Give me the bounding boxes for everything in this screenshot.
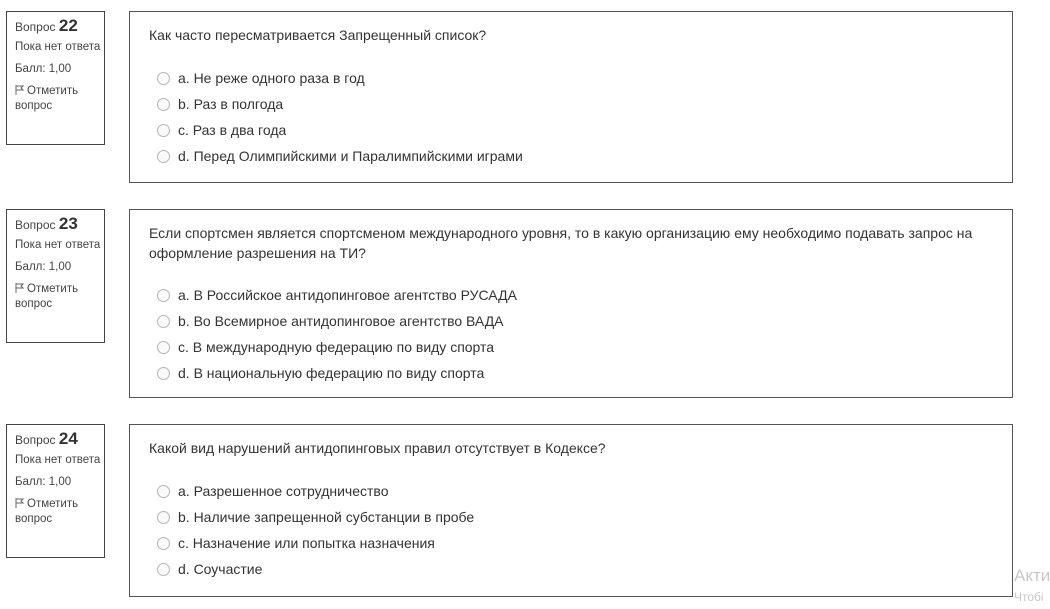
radio-button[interactable] — [157, 289, 170, 302]
answer-option[interactable] — [149, 143, 1012, 169]
question-info — [6, 424, 105, 558]
question-number — [15, 431, 104, 448]
question-number-value: 24 — [58, 429, 78, 448]
answer-label: b. Раз в полгода — [178, 96, 284, 112]
answer-label: b. Во Всемирное антидопинговое агентство ВАДА — [178, 313, 504, 329]
answer-list — [149, 282, 1012, 386]
answer-label: a. В Российское антидопинговое агентство РУСАДА — [178, 287, 517, 303]
question-text: Если спортсмен является спортсменом международного уровня, то в какую организацию ему необходимо подавать запрос на оформление разрешения на ТИ? — [149, 225, 973, 261]
answer-option[interactable] — [149, 530, 1012, 556]
grade: Балл: 1,00 — [15, 476, 72, 488]
flag-question-link[interactable] — [15, 497, 104, 527]
answer-status: Пока нет ответа — [15, 239, 101, 251]
radio-button[interactable] — [157, 315, 170, 328]
answer-option[interactable] — [149, 334, 1012, 360]
flag-icon — [15, 85, 24, 95]
answer-label: b. Наличие запрещенной субстанции в пробе — [178, 509, 475, 525]
answer-option[interactable] — [149, 282, 1012, 308]
answer-status: Пока нет ответа — [15, 454, 101, 466]
question-content — [129, 11, 1013, 183]
answer-label: d. Перед Олимпийскими и Паралимпийскими играми — [178, 148, 523, 164]
answer-list — [149, 478, 1012, 582]
answer-option[interactable] — [149, 91, 1012, 117]
radio-button[interactable] — [157, 72, 170, 85]
flag-label: Отметить вопрос — [15, 498, 79, 525]
question-info — [6, 11, 105, 145]
answer-label: a. Не реже одного раза в год — [178, 70, 365, 86]
question-label: Вопрос — [15, 218, 56, 232]
question-content — [129, 424, 1013, 597]
answer-label: a. Разрешенное сотрудничество — [178, 483, 389, 499]
radio-button[interactable] — [157, 537, 170, 550]
question-number — [15, 18, 104, 35]
question-number-value: 23 — [58, 214, 78, 233]
radio-button[interactable] — [157, 341, 170, 354]
grade: Балл: 1,00 — [15, 261, 72, 273]
radio-button[interactable] — [157, 485, 170, 498]
activation-watermark-title: Акти — [1014, 566, 1050, 585]
radio-button[interactable] — [157, 367, 170, 380]
flag-icon — [15, 498, 24, 508]
question-label: Вопрос — [15, 433, 56, 447]
radio-button[interactable] — [157, 563, 170, 576]
question-text: Как часто пересматривается Запрещенный список? — [149, 27, 487, 43]
flag-label: Отметить вопрос — [15, 283, 79, 310]
flag-label: Отметить вопрос — [15, 85, 79, 112]
radio-button[interactable] — [157, 511, 170, 524]
flag-question-link[interactable] — [15, 84, 104, 114]
answer-list — [149, 65, 1012, 169]
answer-label: c. Раз в два года — [178, 122, 287, 138]
question-number-value: 22 — [58, 16, 78, 35]
question-content — [129, 209, 1013, 398]
answer-option[interactable] — [149, 117, 1012, 143]
question-info — [6, 209, 105, 343]
answer-label: d. Соучастие — [178, 561, 263, 577]
answer-option[interactable] — [149, 308, 1012, 334]
question-label: Вопрос — [15, 20, 56, 34]
radio-button[interactable] — [157, 124, 170, 137]
answer-option[interactable] — [149, 504, 1012, 530]
grade: Балл: 1,00 — [15, 63, 72, 75]
radio-button[interactable] — [157, 150, 170, 163]
flag-icon — [15, 283, 24, 293]
answer-option[interactable] — [149, 360, 1012, 386]
answer-label: d. В национальную федерацию по виду спорта — [178, 365, 485, 381]
flag-question-link[interactable] — [15, 282, 104, 312]
activation-watermark-text: Чтобі — [1014, 590, 1044, 604]
answer-option[interactable] — [149, 478, 1012, 504]
answer-option[interactable] — [149, 556, 1012, 582]
answer-status: Пока нет ответа — [15, 41, 101, 53]
question-text: Какой вид нарушений антидопинговых правил отсутствует в Кодексе? — [149, 440, 606, 456]
answer-label: c. В международную федерацию по виду спорта — [178, 339, 495, 355]
radio-button[interactable] — [157, 98, 170, 111]
answer-option[interactable] — [149, 65, 1012, 91]
question-number — [15, 216, 104, 233]
answer-label: c. Назначение или попытка назначения — [178, 535, 435, 551]
